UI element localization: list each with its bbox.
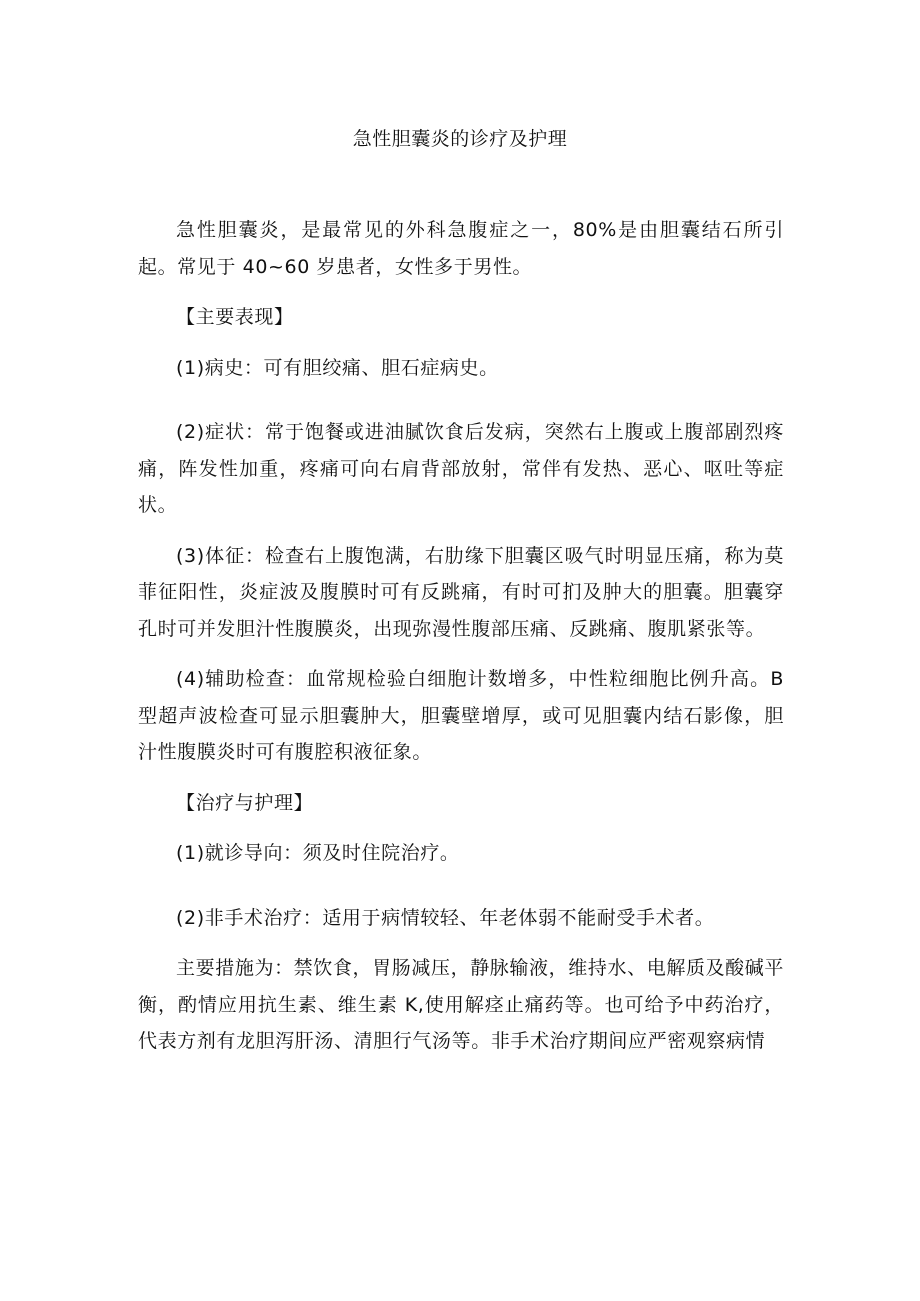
document-body [138, 212, 784, 1060]
section-heading-main-manifestations: 【主要表现】 [176, 306, 294, 328]
section-heading-treatment-care: 【治疗与护理】 [176, 791, 314, 814]
paragraph-referral: (1)就诊导向：须及时住院治疗。 [176, 842, 460, 864]
paragraph-history: (1)病史：可有胆绞痛、胆石症病史。 [176, 356, 499, 379]
paragraph-signs: (3)体征：检查右上腹饱满，右肋缘下胆囊区吸气时明显压痛，称为莫菲征阳性，炎症波及腹膜时可有反跳痛，有时可扪及肿大的胆囊。胆囊穿孔时可并发胆汁性腹膜炎，出现弥漫性腹部压痛、反跳痛、腹肌紧张等。 [138, 544, 784, 640]
paragraph-main-measures: 主要措施为：禁饮食，胃肠减压，静脉输液，维持水、电解质及酸碱平衡，酌情应用抗生素、维生素 K,使用解痉止痛药等。也可给予中药治疗，代表方剂有龙胆泻肝汤、清胆行气汤等。非手术治疗期间应严密观察病情 [138, 957, 784, 1052]
paragraph-nonsurgical: (2)非手术治疗：适用于病情较轻、年老体弱不能耐受手术者。 [176, 906, 715, 929]
paragraph-symptoms: (2)症状：常于饱餐或进油腻饮食后发病，突然右上腹或上腹部剧烈疼痛，阵发性加重，疼痛可向右肩背部放射，常伴有发热、恶心、呕吐等症状。 [138, 421, 784, 516]
paragraph-intro: 急性胆囊炎，是最常见的外科急腹症之一，80%是由胆囊结石所引起。常见于 40~60 岁患者，女性多于男性。 [138, 219, 784, 278]
paragraph-auxiliary-exam: (4)辅助检查：血常规检验白细胞计数增多，中性粒细胞比例升高。B 型超声波检查可显示胆囊肿大，胆囊壁增厚，或可见胆囊内结石影像，胆汁性腹膜炎时可有腹腔积液征象。 [138, 668, 784, 763]
document-title: 急性胆囊炎的诊疗及护理 [352, 128, 568, 150]
